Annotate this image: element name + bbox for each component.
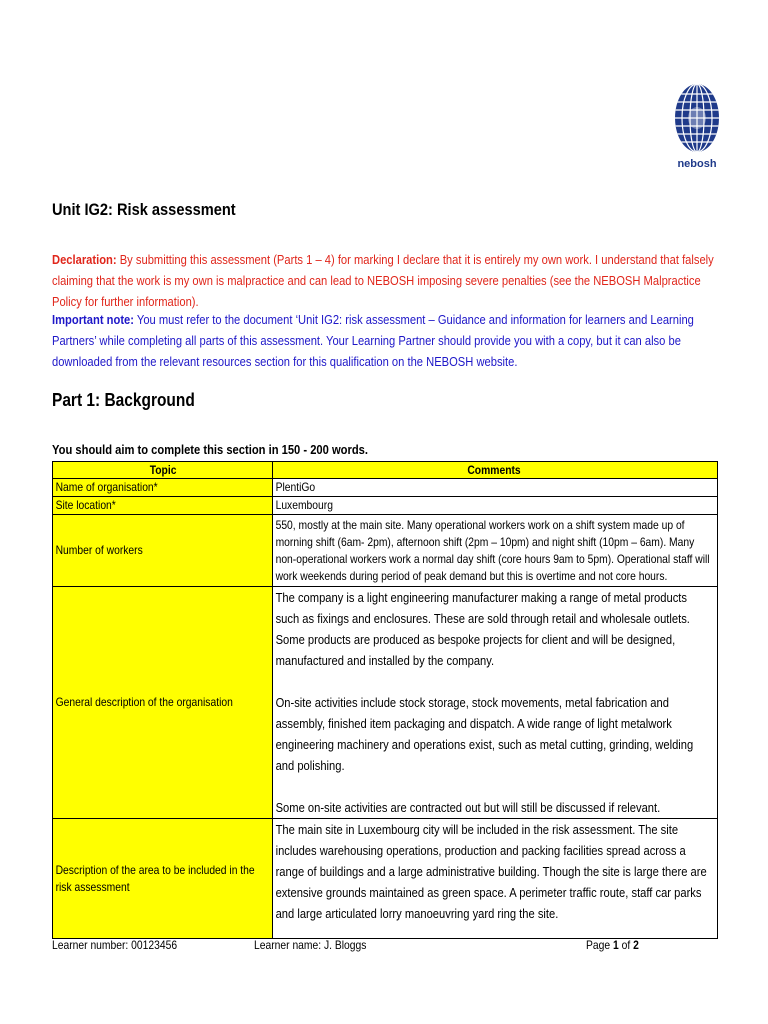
globe-logo-icon <box>672 80 722 158</box>
topic-cell: Site location* <box>53 497 273 515</box>
unit-title: Unit IG2: Risk assessment <box>52 200 236 219</box>
comment-cell[interactable] <box>273 587 718 819</box>
important-note-text: You must refer to the document ‘Unit IG2: risk assessment – Guidance and information for learners and Learning Partners’ while completing all parts of this assessment. Your Learning Partner should provide you with a copy, but it can also be downloaded from the relevant resources section for this qualification on the NEBOSH website. <box>52 312 694 369</box>
topic-cell: General description of the organisation <box>53 587 273 819</box>
table-row <box>53 819 718 939</box>
comment-cell[interactable]: 550, mostly at the main site. Many operational workers work on a shift system made up of morning shift (6am- 2pm), afternoon shift (2pm – 10pm) and night shift (10pm – 6am). Many non-operational workers work a normal day shift (core hours 9am to 5pm). Operational staff will work weekends during period of peak demand but this is overtime and not core hours. <box>273 515 718 587</box>
topic-cell: Name of organisation* <box>53 479 273 497</box>
table-row <box>53 479 718 497</box>
topic-cell: Description of the area to be included in the risk assessment <box>53 819 273 939</box>
declaration-label: Declaration: <box>52 252 117 267</box>
logo-text: nebosh <box>677 158 717 170</box>
table-row <box>53 497 718 515</box>
background-table <box>52 461 718 939</box>
comment-cell[interactable]: The main site in Luxembourg city will be included in the risk assessment. The site includes warehousing operations, production and packing facilities spread across a range of buildings and a large administrative building. Though the site is large there are extensive grounds maintained as green space. A perimeter traffic route, staff car parks and large articulated lorry manoeuvring yard ring the site. <box>273 819 718 939</box>
comment-paragraph: The company is a light engineering manufacturer making a range of metal products such as fixings and enclosures. These are sold through retail and wholesale outlets. Some products are produced as bespoke projects for client and will be designed, manufactured and installed by the company. <box>275 590 690 668</box>
word-count-instruction: You should aim to complete this section in 150 - 200 words. <box>52 442 369 457</box>
comments-header: Comments <box>273 462 718 479</box>
topic-header: Topic <box>53 462 273 479</box>
comment-cell[interactable]: Luxembourg <box>273 497 718 515</box>
nebosh-logo <box>672 80 722 172</box>
topic-cell: Number of workers <box>53 515 273 587</box>
comment-paragraph: On-site activities include stock storage, stock movements, metal fabrication and assembly, finished item packaging and dispatch. A wide range of light metalwork engineering machinery and operations exist, such as metal cutting, grinding, welding and polishing. <box>275 695 694 773</box>
page-current: 1 <box>612 938 619 952</box>
important-note-paragraph <box>52 309 714 372</box>
table-header-row <box>53 462 718 479</box>
page-total: 2 <box>633 938 639 952</box>
declaration-text: By submitting this assessment (Parts 1 – 4) for marking I declare that it is entirely my own work. I understand that falsely claiming that the work is my own is malpractice and can lead to NEBOSH imposing severe penalties (see the NEBOSH Malpractice Policy for further information). <box>52 252 714 309</box>
comment-cell[interactable]: PlentiGo <box>273 479 718 497</box>
important-note-label: Important note: <box>52 312 134 327</box>
learner-number: Learner number: 00123456 <box>52 938 178 952</box>
page-number: Page 1 of 2 <box>586 938 639 952</box>
declaration-paragraph <box>52 249 714 312</box>
table-row <box>53 587 718 819</box>
part-title: Part 1: Background <box>52 390 195 410</box>
comment-paragraph: Some on-site activities are contracted out but will still be discussed if relevant. <box>275 800 661 815</box>
learner-name: Learner name: J. Bloggs <box>254 938 367 952</box>
table-row <box>53 515 718 587</box>
